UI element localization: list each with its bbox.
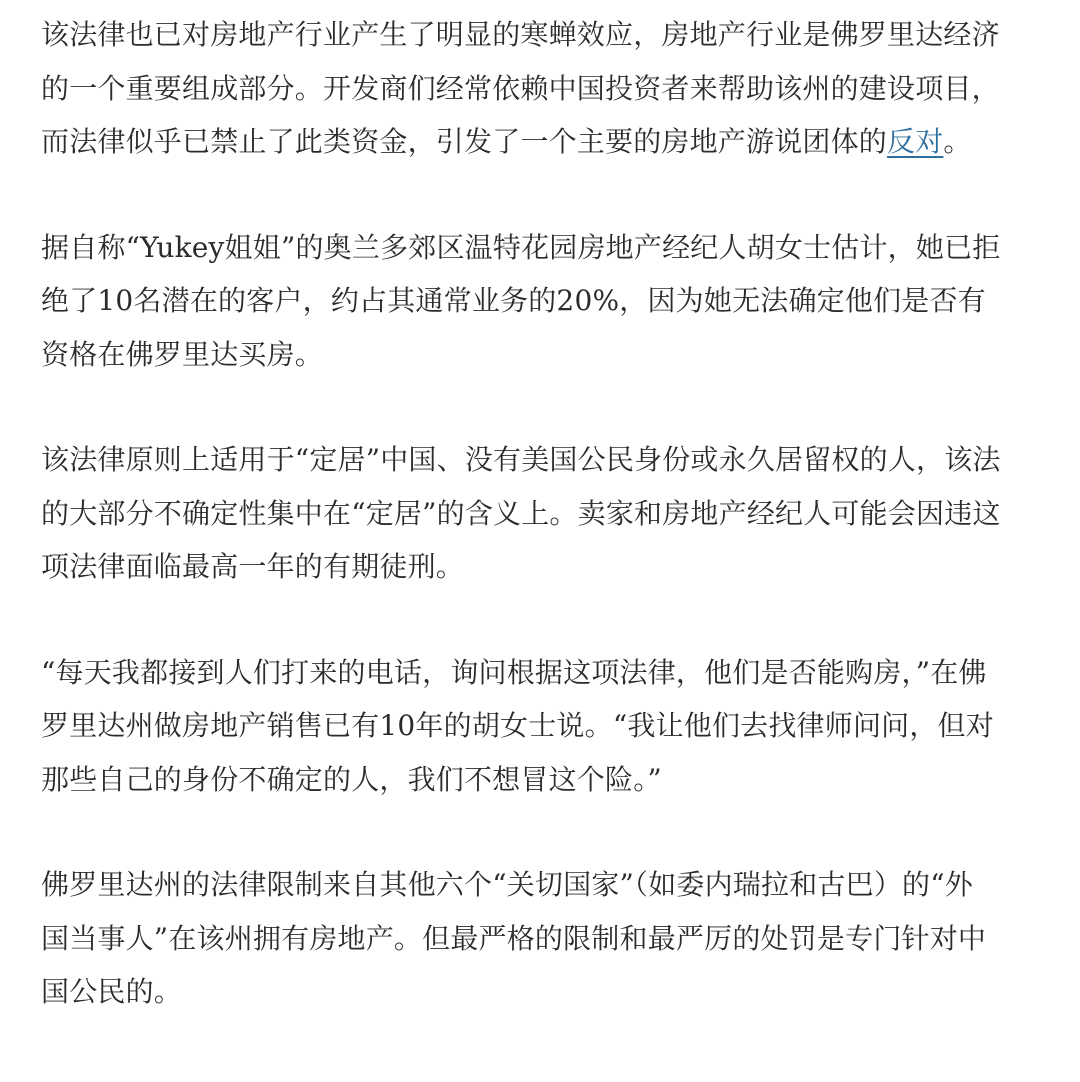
opposition-link[interactable]: 反对 [887,125,944,158]
paragraph-3: 该法律原则上适用于“定居”中国、没有美国公民身份或永久居留权的人，该法的大部分不确定性集中在“定居”的含义上。卖家和房地产经纪人可能会因违这项法律面临最高一年的有期徒刑。 [41,443,1001,583]
paragraph-5: 佛罗里达州的法律限制来自其他六个“关切国家”（如委内瑞拉和古巴）的“外国当事人”在该州拥有房地产。但最严格的限制和最严厉的处罚是专门针对中国公民的。 [41,868,987,1008]
paragraph-1 [41,8,1001,169]
paragraph-2: 据自称“Yukey姐姐”的奥兰多郊区温特花园房地产经纪人胡女士估计，她已拒绝了10名潜在的客户，约占其通常业务的20%，因为她无法确定他们是否有资格在佛罗里达买房。 [41,230,1001,371]
paragraph-4: “每天我都接到人们打来的电话，询问根据这项法律，他们是否能购房，”在佛罗里达州做房地产销售已有10年的胡女士说。“我让他们去找律师问问，但对那些自己的身份不确定的人，我们不想冒这个险。” [41,655,994,796]
paragraph-1-end: 。 [943,125,972,158]
article-body [41,8,1001,1019]
paragraph-1-text: 该法律也已对房地产行业产生了明显的寒蝉效应，房地产行业是佛罗里达经济的一个重要组成部分。开发商们经常依赖中国投资者来帮助该州的建设项目，而法律似乎已禁止了此类资金，引发了一个主要的房地产游说团体的 [41,18,1000,158]
